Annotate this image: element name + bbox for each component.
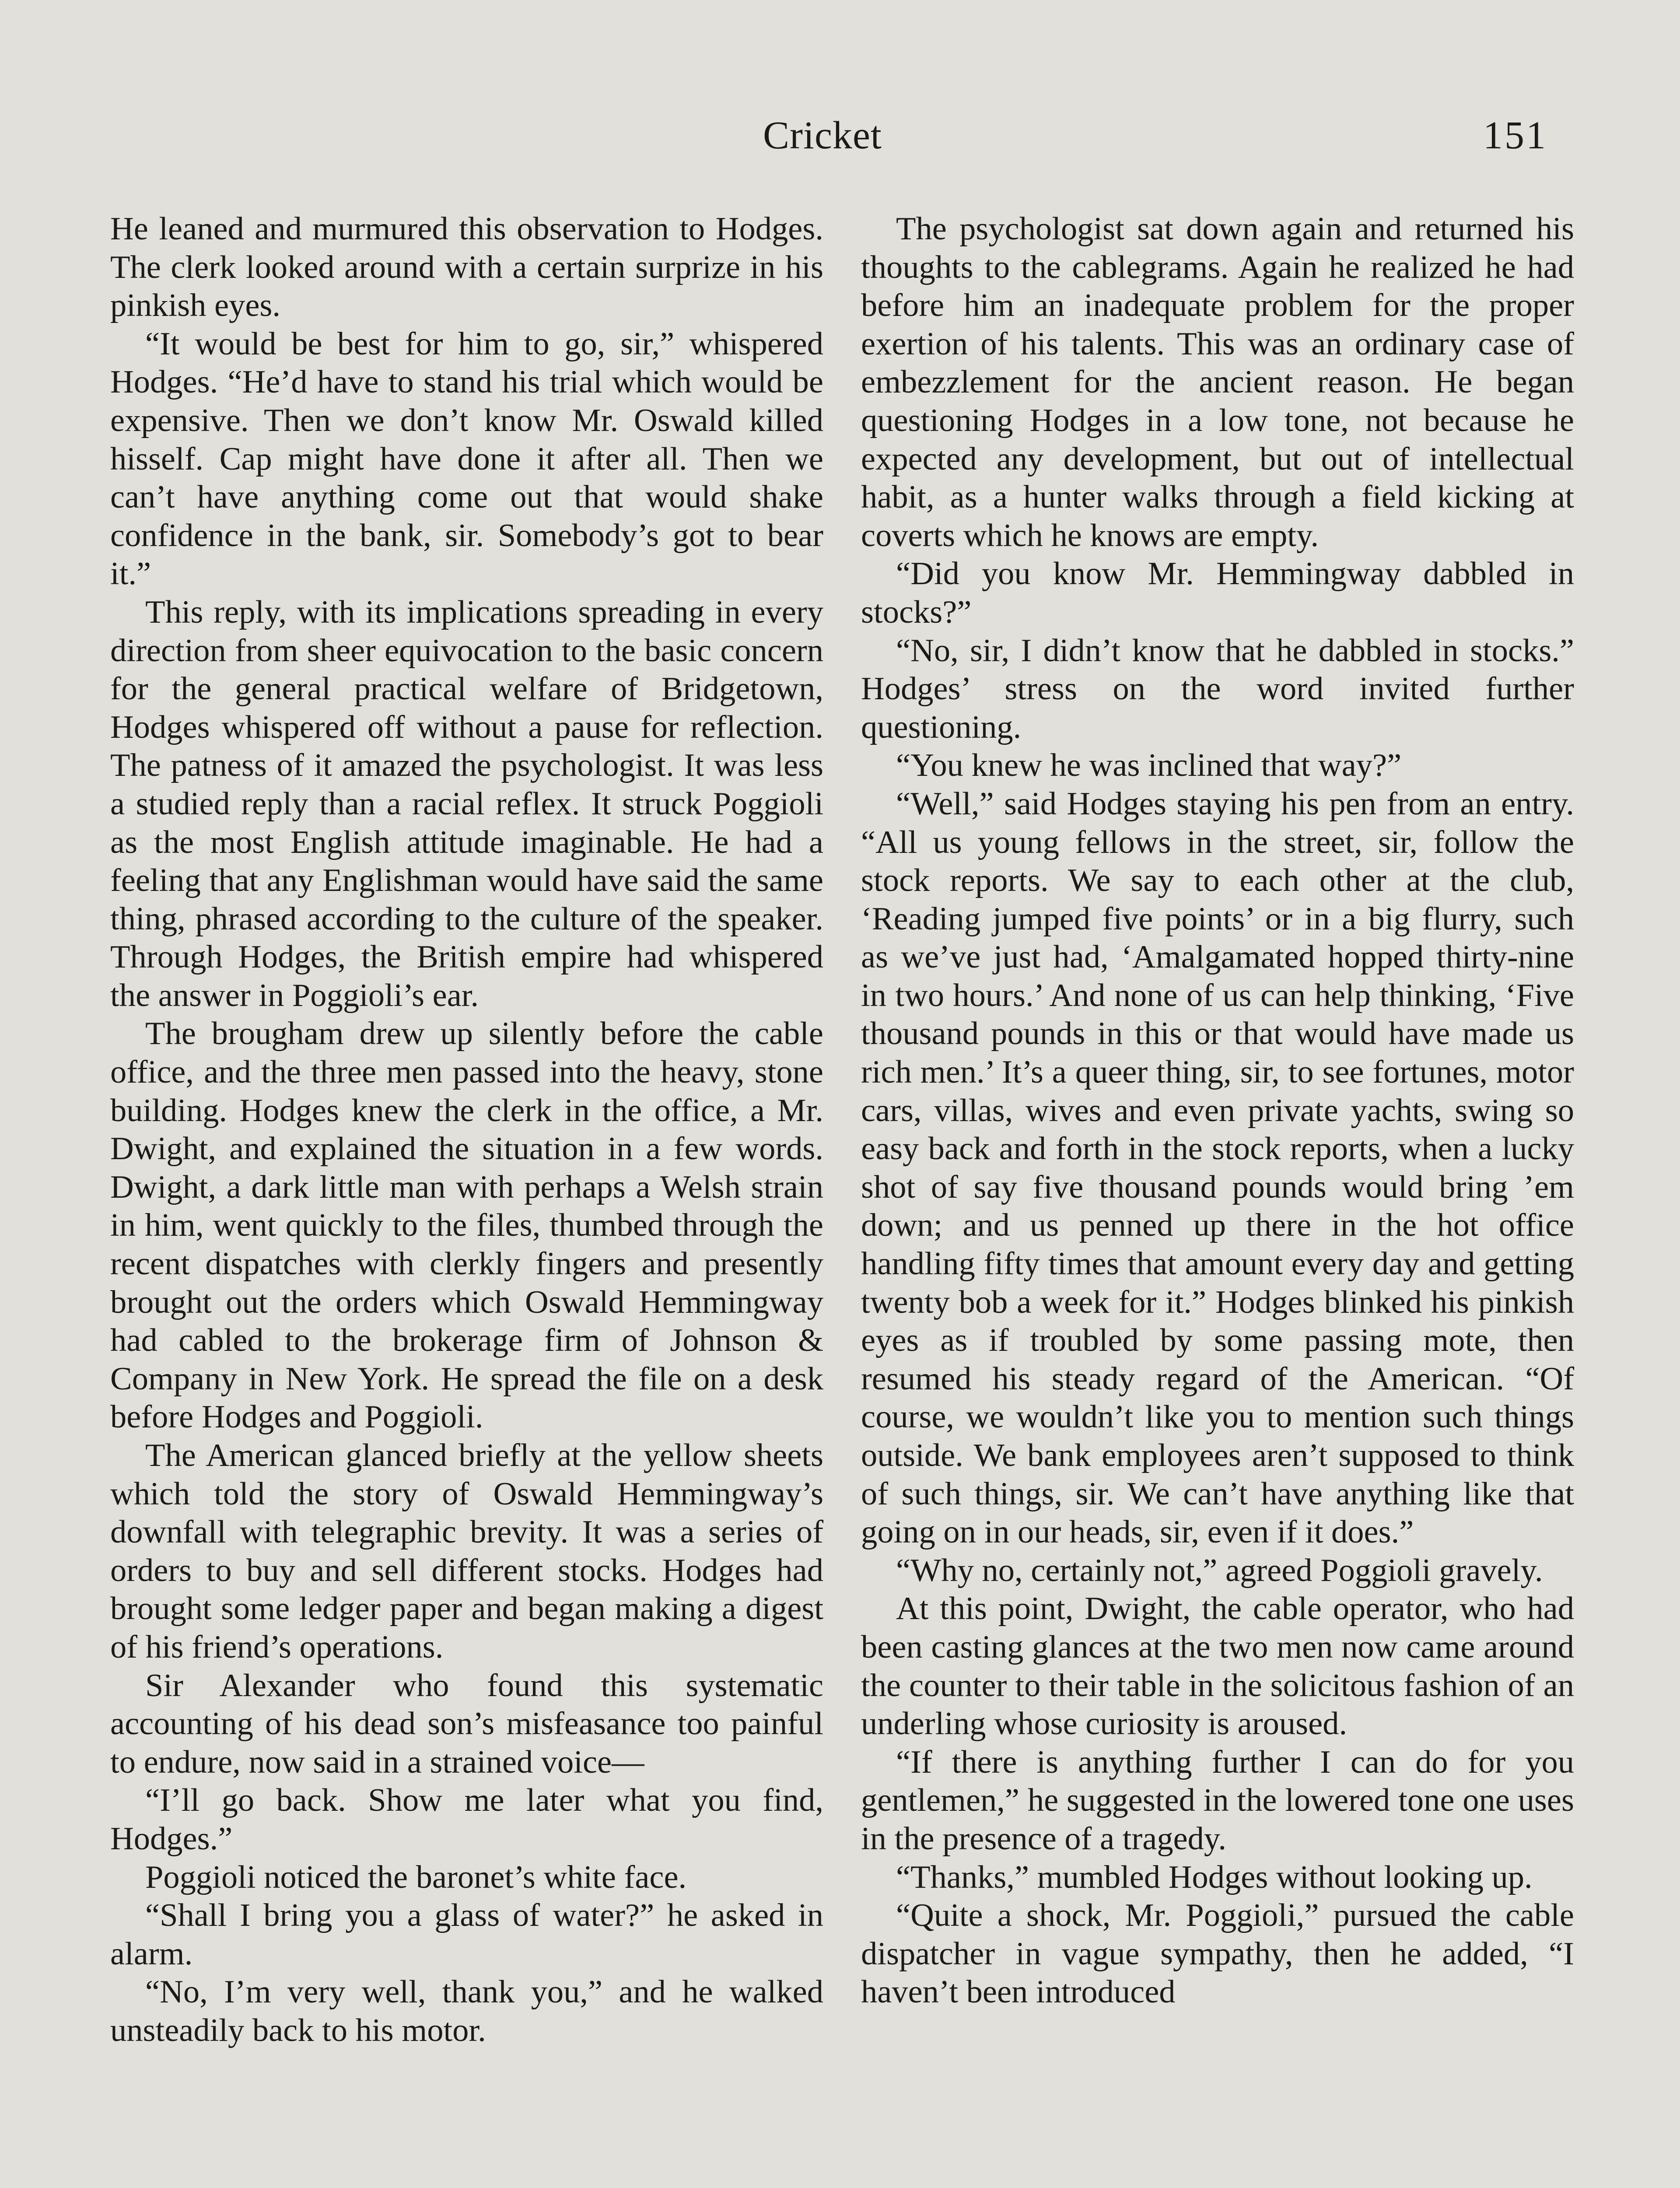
paragraph: Poggioli noticed the baronet’s white face.	[145, 1859, 687, 1895]
paragraph: “Thanks,” mumbled Hodges without looking up.	[896, 1859, 1533, 1895]
paragraph: The psychologist sat down again and returned his thoughts to the cablegrams. Again he realized he had before him an inadequate problem for the proper exertion of his talents. This was an ordinary case of embezzlement for the ancient reason. He began questioning Hodges in a low tone, not because he expected any development, but out of intellectual habit, as a hunter walks through a field kicking at coverts which he knows are empty.	[861, 211, 1574, 554]
paragraph: Sir Alexander who found this systematic accounting of his dead son’s misfeasance too painful to endure, now said in a strained voice—	[110, 1667, 823, 1780]
paragraph: “Why no, certainly not,” agreed Poggioli gravely.	[896, 1552, 1543, 1588]
paragraph: “No, I’m very well, thank you,” and he walked unsteadily back to his motor.	[110, 1974, 823, 2048]
running-header	[0, 113, 1680, 165]
paragraph: The brougham drew up silently before the cable office, and the three men passed into the heavy, stone building. Hodges knew the clerk in the office, a Mr. Dwight, and explained the situation in a few words. Dwight, a dark little man with perhaps a Welsh strain in him, went quickly to the files, thumbed through the recent dispatches with clerkly fingers and presently brought out the orders which Oswald Hemmingway had cabled to the brokerage firm of Johnson & Company in New York. He spread the file on a desk before Hodges and Poggioli.	[110, 1016, 823, 1435]
paragraph: “You knew he was inclined that way?”	[896, 747, 1402, 784]
running-title: Cricket	[763, 114, 882, 157]
paragraph: “Quite a shock, Mr. Poggioli,” pursued the cable dispatcher in vague sympathy, then he added, “I haven’t been introduced	[861, 1897, 1574, 2010]
paragraph: “If there is anything further I can do for you gentlemen,” he suggested in the lowered tone one uses in the presence of a tragedy.	[861, 1744, 1574, 1857]
page-number: 151	[1483, 114, 1547, 157]
paragraph: The American glanced briefly at the yellow sheets which told the story of Oswald Hemmingway’s downfall with telegraphic brevity. It was a series of orders to buy and sell different stocks. Hodges had brought some ledger paper and began making a digest of his friend’s operations.	[110, 1438, 823, 1665]
left-text-column	[110, 210, 823, 2050]
paragraph: “No, sir, I didn’t know that he dabbled in stocks.” Hodges’ stress on the word invited further questioning.	[861, 632, 1574, 745]
paragraph: “Shall I bring you a glass of water?” he asked in alarm.	[110, 1897, 823, 1972]
paragraph: This reply, with its implications spreading in every direction from sheer equivocation to the basic concern for the general practical welfare of Bridgetown, Hodges whispered off without a pause for reflection. The patness of it amazed the psychologist. It was less a studied reply than a racial reflex. It struck Poggioli as the most English attitude imaginable. He had a feeling that any Englishman would have said the same thing, phrased according to the culture of the speaker. Through Hodges, the British empire had whispered the answer in Poggioli’s ear.	[110, 594, 823, 1013]
paragraph: “It would be best for him to go, sir,” whispered Hodges. “He’d have to stand his trial which would be expensive. Then we don’t know Mr. Oswald killed hisself. Cap might have done it after all. Then we can’t have anything come out that would shake confidence in the bank, sir. Somebody’s got to bear it.”	[110, 326, 823, 592]
paragraph: He leaned and murmured this observation to Hodges. The clerk looked around with a certain surprize in his pinkish eyes.	[110, 211, 823, 324]
paragraph: “Did you know Mr. Hemmingway dabbled in stocks?”	[861, 556, 1574, 630]
paragraph: At this point, Dwight, the cable operator, who had been casting glances at the two men now came around the counter to their table in the solicitous fashion of an underling whose curiosity is aroused.	[861, 1591, 1574, 1742]
paragraph: “I’ll go back. Show me later what you find, Hodges.”	[110, 1782, 823, 1857]
right-text-column	[861, 210, 1574, 2012]
paragraph: “Well,” said Hodges staying his pen from an entry. “All us young fellows in the street, sir, follow the stock reports. We say to each other at the club, ‘Reading jumped five points’ or in a big flurry, such as we’ve just had, ‘Amalgamated hopped thirty-nine in two hours.’ And none of us can help thinking, ‘Five thousand pounds in this or that would have made us rich men.’ It’s a queer thing, sir, to see fortunes, motor cars, villas, wives and even private yachts, swing so easy back and forth in the stock reports, when a lucky shot of say five thousand pounds would bring ’em down; and us penned up there in the hot office handling fifty times that amount every day and getting twenty bob a week for it.” Hodges blinked his pinkish eyes as if troubled by some passing mote, then resumed his steady regard of the American. “Of course, we wouldn’t like you to mention such things outside. We bank employees aren’t supposed to think of such things, sir. We can’t have anything like that going on in our heads, sir, even if it does.”	[861, 785, 1574, 1550]
